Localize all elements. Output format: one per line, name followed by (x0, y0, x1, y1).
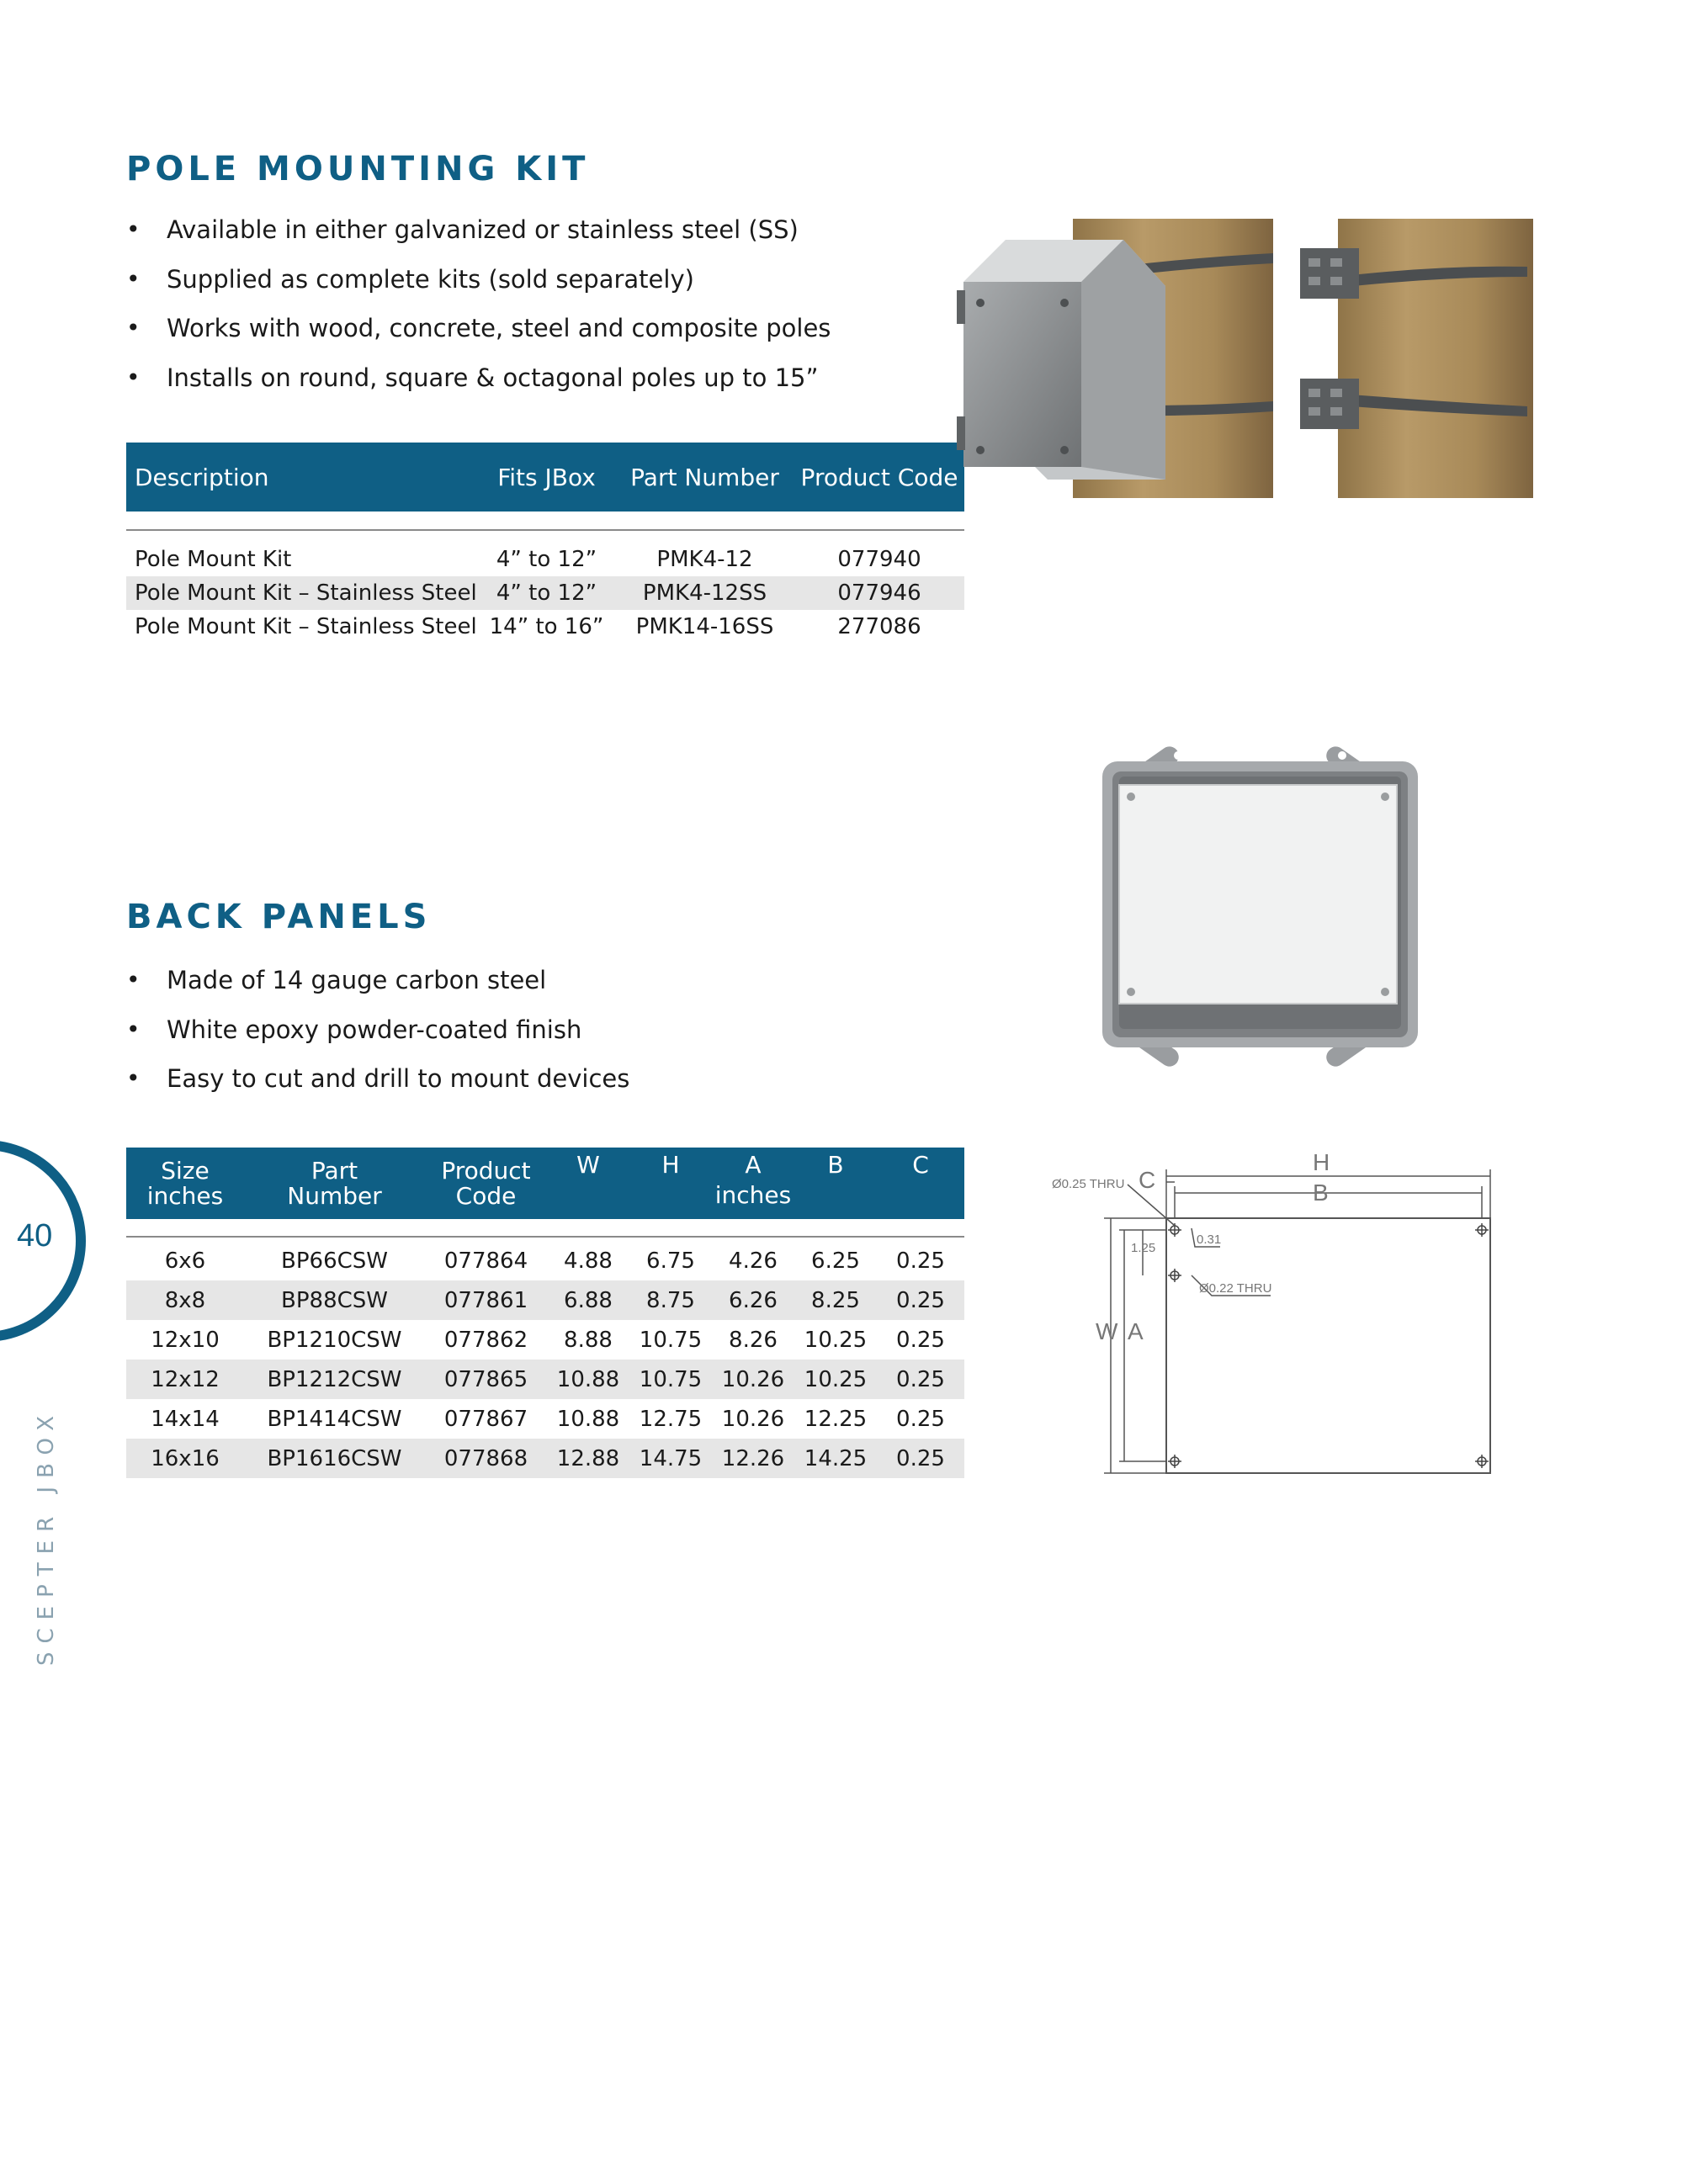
cell-product-code: 077868 (425, 1439, 547, 1478)
dim-label-b: B (1313, 1179, 1329, 1206)
back-panels-bullet: • White epoxy powder-coated finish (126, 1017, 629, 1067)
cell-c: 0.25 (896, 1248, 945, 1274)
table-row (126, 1399, 964, 1439)
col-header-part-line2: Number (287, 1181, 382, 1210)
col-header-part-number (244, 1148, 425, 1219)
cell-size: 8x8 (126, 1280, 244, 1320)
col-header-product-code (425, 1148, 547, 1219)
cell-size: 12x10 (151, 1327, 220, 1353)
cell-fits-jbox: 4” to 12” (496, 547, 597, 572)
cell-b: 6.25 (811, 1248, 860, 1274)
cell-b: 10.25 (794, 1360, 877, 1399)
cell-h: 12.75 (639, 1406, 703, 1432)
cell-description: Pole Mount Kit – Stainless Steel (126, 576, 478, 610)
cell-a: 4.26 (729, 1248, 778, 1274)
cell-b: 12.25 (804, 1406, 868, 1432)
cell-b: 14.25 (794, 1439, 877, 1478)
table-row (126, 543, 964, 576)
page-number: 40 (17, 1218, 53, 1254)
cell-c: 0.25 (877, 1360, 964, 1399)
table-row (126, 1241, 964, 1280)
cell-c: 0.25 (877, 1439, 964, 1478)
cell-w: 8.88 (564, 1327, 613, 1353)
back-panels-title: BACK PANELS (126, 898, 432, 936)
pole-kit-bullet: • Supplied as complete kits (sold separately) (126, 267, 831, 316)
back-panel-dimension-diagram (1043, 1144, 1498, 1481)
cell-h: 10.75 (639, 1327, 703, 1353)
cell-c: 0.25 (896, 1327, 945, 1353)
cell-h: 14.75 (629, 1439, 712, 1478)
back-panels-bullets (126, 967, 629, 1116)
cell-c: 0.25 (896, 1406, 945, 1432)
cell-part-number: BP1616CSW (244, 1439, 425, 1478)
dim-label-031: 0.31 (1197, 1232, 1222, 1247)
pole-kit-title: POLE MOUNTING KIT (126, 150, 590, 188)
cell-b: 8.25 (794, 1280, 877, 1320)
cell-product-code: 077946 (794, 576, 964, 610)
cell-a: 12.26 (712, 1439, 794, 1478)
mounting-holes (1168, 1223, 1489, 1468)
back-panel-photo (1094, 719, 1426, 1094)
cell-part-number: BP1210CSW (267, 1327, 402, 1353)
col-header-size (126, 1148, 244, 1219)
pole-kit-bullet: • Available in either galvanized or stainless steel (SS) (126, 217, 831, 267)
cell-w: 12.88 (547, 1439, 629, 1478)
col-header-size-line2: inches (146, 1181, 224, 1210)
col-header-a-label: A (745, 1151, 762, 1179)
table-row (126, 1439, 964, 1478)
back-panels-bullet: • Easy to cut and drill to mount devices (126, 1066, 629, 1116)
table-row (126, 1320, 964, 1360)
cell-product-code: 077865 (425, 1360, 547, 1399)
col-header-a (712, 1148, 794, 1219)
cell-fits-jbox: 4” to 12” (478, 576, 615, 610)
cell-part-number: PMK4-12 (656, 547, 753, 572)
col-header-w: W (547, 1148, 629, 1219)
cell-part-number: PMK14-16SS (635, 614, 774, 639)
table-row (126, 576, 964, 610)
cell-description: Pole Mount Kit – Stainless Steel (135, 614, 477, 639)
cell-product-code: 277086 (837, 614, 921, 639)
pole-kit-bullet: • Works with wood, concrete, steel and composite poles (126, 315, 831, 365)
table-row (126, 1280, 964, 1320)
cell-a: 8.26 (729, 1327, 778, 1353)
pole-kit-table (126, 443, 964, 644)
cell-product-code: 077861 (425, 1280, 547, 1320)
cell-product-code: 077862 (443, 1327, 528, 1353)
dim-label-a: A (1128, 1318, 1144, 1344)
cell-part-number: BP66CSW (281, 1248, 388, 1274)
table-row (126, 1360, 964, 1399)
cell-b: 10.25 (804, 1327, 868, 1353)
cell-size: 16x16 (126, 1439, 244, 1478)
cell-part-number: BP88CSW (244, 1280, 425, 1320)
pole-kit-bullet: • Installs on round, square & octagonal poles up to 15” (126, 365, 831, 415)
cell-c: 0.25 (877, 1280, 964, 1320)
thru-small-label: Ø0.22 THRU (1199, 1281, 1272, 1296)
back-panels-table (126, 1148, 964, 1478)
cell-product-code: 077867 (443, 1406, 528, 1432)
col-header-part-line1: Part (311, 1156, 358, 1185)
dim-label-125: 1.25 (1131, 1241, 1156, 1255)
cell-h: 10.75 (629, 1360, 712, 1399)
col-header-description: Description (126, 443, 478, 512)
pole-kit-bullets (126, 217, 831, 414)
thru-large-label: Ø0.25 THRU (1052, 1177, 1125, 1191)
col-header-code-line1: Product (441, 1156, 531, 1185)
cell-a: 6.26 (712, 1280, 794, 1320)
dim-label-w: W (1096, 1318, 1118, 1344)
cell-w: 10.88 (556, 1406, 620, 1432)
cell-a: 10.26 (712, 1360, 794, 1399)
cell-fits-jbox: 14” to 16” (489, 614, 604, 639)
cell-w: 6.88 (547, 1280, 629, 1320)
col-header-h: H (629, 1148, 712, 1219)
cell-part-number: PMK4-12SS (615, 576, 794, 610)
cell-product-code: 077940 (837, 547, 921, 572)
side-brand-label: SCEPTER JBOX (34, 1407, 59, 1666)
col-header-product-code: Product Code (794, 443, 964, 512)
dim-label-h: H (1313, 1149, 1330, 1175)
col-header-b: B (794, 1148, 877, 1219)
cell-product-code: 077864 (443, 1248, 528, 1274)
cell-w: 10.88 (547, 1360, 629, 1399)
cell-size: 12x12 (126, 1360, 244, 1399)
back-panels-bullet: • Made of 14 gauge carbon steel (126, 967, 629, 1017)
cell-description: Pole Mount Kit (135, 547, 292, 572)
cell-size: 6x6 (164, 1248, 206, 1274)
cell-part-number: BP1212CSW (244, 1360, 425, 1399)
cell-a: 10.26 (721, 1406, 785, 1432)
dim-label-c: C (1139, 1167, 1156, 1193)
col-header-size-line1: Size (161, 1156, 210, 1185)
cell-w: 4.88 (564, 1248, 613, 1274)
col-header-fits-jbox: Fits JBox (478, 443, 615, 512)
cell-size: 14x14 (151, 1406, 220, 1432)
col-header-code-line2: Code (455, 1181, 517, 1210)
pole-mount-photo (955, 215, 1540, 501)
col-header-units: inches (714, 1181, 792, 1209)
col-header-c: C (877, 1148, 964, 1219)
cell-part-number: BP1414CSW (267, 1406, 402, 1432)
cell-h: 8.75 (629, 1280, 712, 1320)
table-row (126, 610, 964, 644)
cell-h: 6.75 (646, 1248, 695, 1274)
col-header-part-number: Part Number (615, 443, 794, 512)
